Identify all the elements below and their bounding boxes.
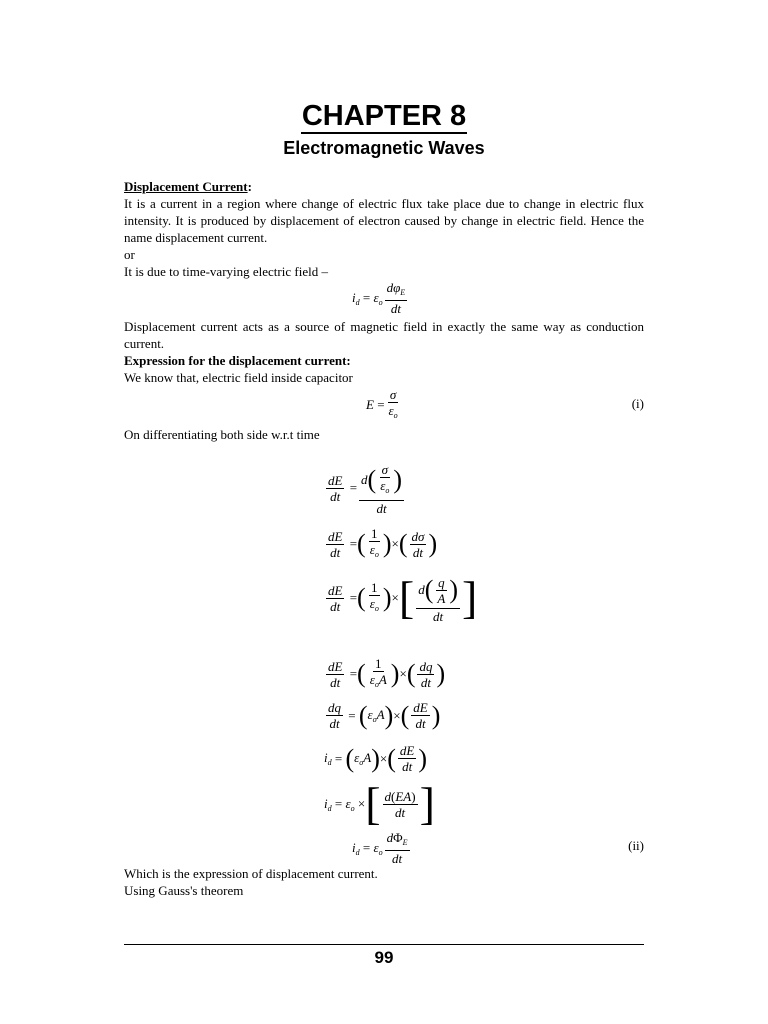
paragraph-gauss-theorem: Using Gauss's theorem bbox=[124, 883, 244, 898]
section-heading-expression: Expression for the displacement current: bbox=[124, 353, 351, 368]
chapter-title: CHAPTER 8 bbox=[301, 100, 467, 132]
equation-label-i: (i) bbox=[631, 396, 644, 411]
equation-step-3: $\frac{dE}{dt}$ = ( $\frac{1}{\varepsilon_o}$ ) × [ d ( $\frac{q}{A}$ ) dt ] bbox=[328, 572, 478, 624]
paragraph-capacitor-field: We know that, electric field inside capacitor bbox=[124, 370, 353, 385]
equation-step-5: $\frac{dq}{dt}$ = ( $\varepsilon_oA$ ) × ( $\frac{dE}{dt}$ ) bbox=[328, 700, 441, 731]
paragraph-expression-statement: Which is the expression of displacement current. bbox=[124, 866, 378, 881]
equation-field-capacitor: E = $\frac{\sigma}{\varepsilon_o}$ bbox=[366, 387, 398, 420]
equation-displacement-current-final: $i_d$ = $\varepsilon_o$ $\frac{d\Phi_E}{dt}$ bbox=[352, 830, 408, 866]
page-number: 99 bbox=[374, 948, 394, 967]
equation-step-2: $\frac{dE}{dt}$ = ( $\frac{1}{\varepsilon_o}$ ) × ( $\frac{d\sigma}{dt}$ ) bbox=[328, 526, 438, 560]
equation-label-ii: (ii) bbox=[628, 838, 644, 853]
equation-step-4: $\frac{dE}{dt}$ = ( $\frac{1}{\varepsilon_oA}$ ) × ( $\frac{dq}{dt}$ ) bbox=[328, 656, 446, 690]
equation-displacement-current-definition: $i_d$ = $\varepsilon_o$ $\frac{d\varphi_E}{dt}$ bbox=[352, 280, 406, 316]
paragraph-time-varying: It is due to time-varying electric field – bbox=[124, 264, 328, 279]
chapter-subtitle: Electromagnetic Waves bbox=[283, 138, 485, 158]
equation-step-1: $\frac{dE}{dt}$ = d ( $\frac{\sigma}{\varepsilon_o}$ ) dt bbox=[328, 462, 403, 516]
paragraph-or: or bbox=[124, 247, 135, 262]
paragraph-definition: It is a current in a region where change of electric flux take place due to change in electric flux intensity. It is produced by displacement of electron caused by change in electric field. Hence the name displacement current. bbox=[124, 196, 644, 245]
footer-divider bbox=[124, 944, 644, 945]
equation-step-7: $i_d$ = $\varepsilon_o$ × [ $\frac{d(EA)}{dt}$ ] bbox=[324, 778, 435, 829]
paragraph-source-of-field: Displacement current acts as a source of magnetic field in exactly the same way as conduction current. bbox=[124, 319, 644, 351]
paragraph-differentiating: On differentiating both side w.r.t time bbox=[124, 427, 320, 442]
section-heading-displacement-current: Displacement Current: bbox=[124, 179, 252, 194]
equation-step-6: $i_d$ = ( $\varepsilon_oA$ ) × ( $\frac{dE}{dt}$ ) bbox=[324, 743, 428, 774]
